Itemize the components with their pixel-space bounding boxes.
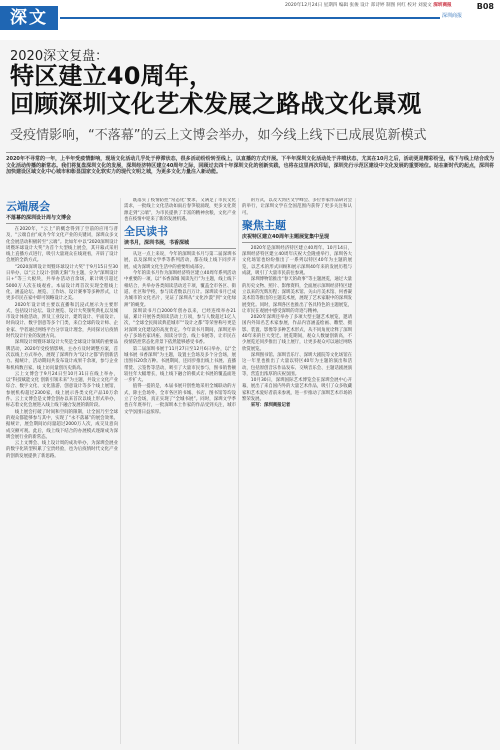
lead-paragraph: 2020年不寻常的一年，上半年受疫情影响，现场文化活动几乎处于停滞状态，很多活动纷纷转至线上，以直播的方式开展。下半年深圳文化活动处于井喷状态，尤其在10月之后，活动更是精彩纷呈，线下与线上结合成为文化活动传播的新常态。我们将复盘深圳文化的发展，深圳经济特区建立40周年之际，回顾过去四十年深圳文化的创新实践，也将在这里再次印证，深圳先行示范区建设中文化发展的重要地位。站在新时代的起点，深圳将加快建设区域文化中心城市和彰显国家文化软实力的现代文明之城，为更多文化力量注入新动能。	[6, 156, 494, 175]
body-paragraph: 线上展会打破了时间和空间的限制，让全国乃至全球的观众都能够参与其中，实现了“永不落幕”的展会效果。据统计，展会期间访问量超过2000万人次，成交及意向成交额可观。此后，线上线下结合的办展模式逐渐成为深圳会展行业的新常态。	[6, 409, 118, 440]
body-paragraph: 深圳设计周暨环球设计大奖是全球设计领域的重要品牌活动，2020年受疫情影响，主办方及时调整方案，首次以线上方式举办，展现了深圳作为“设计之都”的创新活力。据统计，活动期间共发布设计成果千余项，参与企业和机构数百家，线上访问量创历史新高。	[6, 340, 118, 371]
body-paragraph: 深圳博物馆推出“春天的故事”等主题展览，通过大量的历史文物、照片、影像资料，全面展示深圳经济特区建立以来的光辉历程；深圳美术馆、关山月美术馆、何香凝美术馆等推出的主题美术展，展现了艺术家眼中的深圳发展变化。同时，深圳各区也推出了各具特色的主题展览，让市民在观展中感受深圳的奇迹与精神。	[242, 277, 352, 314]
meta-date: 2020年12月24日 星期四 编辑 张俊 设计 郑诗婷 制图 何红 校对 刘爱文	[285, 3, 432, 8]
body-paragraph: 10月30日，深圳国际艺术博览会在深圳会展中心开幕，展出了来自国内外的大量艺术作品，吸引了众多收藏家和艺术爱好者前来参观，进一步推动了深圳艺术市场的繁荣发展。	[242, 378, 352, 403]
header-rule	[60, 17, 440, 19]
section-subtitle: 庆祝特区建立40周年主题展览集中呈现	[242, 234, 352, 243]
body-paragraph: 今年的读书月作为深圳经济特区建立40周年系列活动中重要的一项，以“书香深城 阅读先行”为主题，线上线下相结合，共举办各类阅读活动近千项，覆盖全市各区、街道、社区和学校，参与读者数以百万计。深圳读书月已成为城市的文化名片，见证了深圳从“文化沙漠”到“文化绿洲”的蜕变。	[124, 271, 236, 308]
headline-line-1: 特区建立40周年，	[10, 62, 214, 90]
section-title: 聚焦主题	[242, 218, 286, 232]
body-paragraph: 的方式，以及大湾区文学峰会、多位作家作品研讨会的举行，让深圳文学在全国范围内获得了更多关注和认可。	[242, 198, 352, 216]
section-badge: 深文	[0, 6, 58, 30]
body-paragraph: “2020深圳设计周暨环球设计大奖”于9月15日至30日举办，以“云上设计·创新无限”为主题，分为“深圳设计日+”等三大板块，共举办活动百余场，累计吸引超过5000万人次在线观看。本届设计周首次实现全程线上化，涵盖论坛、展览、工作坊、设计赛事等多种形式，让更多市民在家中即可领略设计之美。	[6, 264, 118, 302]
body-paragraph: 云上文博会、线上设计周的成功举办，为深圳会展业的数字化转型积累了宝贵经验，也为后疫情时代文化产业的创新发展提供了新思路。	[6, 441, 118, 459]
section-subtitle: 读书月，深圳书展，书香深城	[124, 240, 236, 249]
body-paragraph: 2020年设计周主要以直播和沉浸式展示为主要形式，包括设计论坛、设计展览、设计大奖颁奖典礼以及城市设计体验活动，涉及工业设计、建筑设计、平面设计、时尚设计、数字创意等多个门类，来自全球的设计师、企业家、学者通过网络平台分享设计理念，共同探讨后疫情时代设计行业的发展方向。	[6, 302, 118, 340]
body-paragraph: 值得一提的是，本届书展开创性地采用全城联动的方式，除主会场外，全市各区的书城、书店、图书馆等均设立了分会场，真正实现了“全城书展”。同时，深圳文学季也在年底举行，一批深圳本土作家的作品受到关注，城市文学氛围日益浓厚。	[124, 384, 236, 415]
page-number: B08	[476, 2, 494, 11]
column-divider	[238, 198, 239, 744]
column-divider	[355, 198, 356, 744]
byline: 采写：深圳商报记者	[250, 403, 291, 409]
body-paragraph: 2020年深圳还举办了多项大型主题艺术展览，邀请国内外知名艺术家参展，作品内容涵盖绘画、雕塑、摄影、装置、影像等多种艺术形式，从不同角度诠释了深圳40年来的巨大变迁。展览期间，观众人数屡创新高，不少展览还同步推出了线上展厅，让更多观众可以通过网络欣赏展览。	[242, 315, 352, 352]
header-meta	[285, 2, 452, 8]
page-header	[0, 0, 500, 40]
column-3	[242, 198, 352, 744]
meta-tag: 深圳商报	[433, 3, 452, 8]
body-paragraph: 云上文博会于9月24日至10月31日在线上举办，以“科技赋能文化 创新引领未来”为主题，共设立文化产业综合、数字文化、文化旅游、创意设计等多个线上展馆，参展机构超过2300家，线上展示各类文化产品10万余件。云上文博会是文博会创办以来首次以线上形式举办，标志着文化会展进入线上线下融合发展的新阶段。	[6, 371, 118, 409]
headline-line-2: 回顾深圳文化艺术发展之路战文化景观	[10, 90, 422, 118]
body-paragraph: 第二届深圳书展于11月27日至12月6日举办，以“全城书展 书香深圳”为主题，设置主会场及多个分会场，展出图书20余万种。书展期间，还同步推出线上书展、直播带货、云签售等活动，吸引了大量市民参与，图书销售额较往年大幅增长，线上线下融合的模式让书展的覆盖面进一步扩大。	[124, 346, 236, 384]
body-paragraph: 从这一点上来说，今年的深圳读书月与第二届深圳书展，以及深圳文学季等系列活动，都在线上线下同步开展，成为深圳文化生活中的重要组成部分。	[124, 252, 236, 270]
subheadline: 受疫情影响，“不落幕”的云上文博会举办，如今线上线下已成展览新模式	[10, 128, 427, 143]
body-paragraph: 既落实了疫情防控“常态化”要求，又满足了市民文化需求，一批线上文化活动如雨后春笋般涌现，更多文化资源走到“云端”，为市民提供了丰富的精神食粮，文化产业也在疫情中迎来了新的发展机遇。	[124, 198, 236, 222]
column-2	[124, 198, 236, 744]
column-4-blank	[358, 198, 494, 744]
section-title: 全民读书	[124, 225, 168, 239]
body-paragraph: 在2020年，“云上”的概念得到了空前的应用与普及，“云端自由”成为今年文化产业的关键词，深圳众多文化会展活动积极转至“云端”。比如年中以“2020深圳设计周暨环球设计大奖”为首个大型线上展会，其开幕式采用线上直播方式进行，吸引大量观众在线观看，开辟了设计会展的全新方式。	[6, 227, 118, 264]
body-paragraph: 深圳图书馆、深圳音乐厅、深圳大剧院等文化场馆在这一年里也推出了大量以特区40年为主题的演出和活动，包括原创音乐作品发布、交响音乐会、主题话剧展演等，营造出浓厚的庆祝氛围。	[242, 352, 352, 377]
headline	[10, 62, 490, 118]
section-title: 云端展会	[6, 200, 50, 213]
kicker: 2020深文复盘：	[10, 49, 109, 64]
section-subtitle: 不落幕的深圳设计周与文博会	[6, 215, 118, 224]
body-paragraph: 2020年是深圳经济特区建立40周年。10月14日，深圳经济特区建立40周年庆祝大会隆重举行，深圳各大文化场馆也纷纷推出了一系列以特区40年为主题的展览，以艺术的形式回顾和展示深圳40年来的发展历程与成就，吸引了大量市民前往参观。	[242, 245, 352, 277]
column-divider	[120, 198, 121, 744]
body-paragraph: 深圳读书月自2000年创办以来，已经连续举办21届，累计开展各类阅读活动上万项，参与人数超过1亿人次，“全球全民阅读典范城市”“设计之都”等荣誉称号更是对深圳文化建设的高度肯定。今年读书月期间，深圳还举办了多场名家讲座、阅读分享会、线上书展等，让市民在疫情防控常态化背景下依然能够感受书香。	[124, 308, 236, 346]
lead-box	[6, 152, 494, 190]
edition-label: 深圳商报	[442, 13, 463, 19]
column-1	[6, 198, 118, 744]
